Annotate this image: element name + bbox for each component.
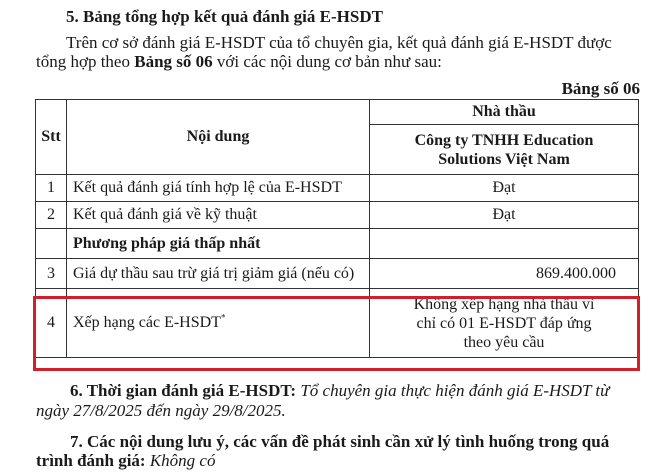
contractor-name: [370, 125, 639, 175]
table-section-row: [36, 229, 639, 259]
row-value: [370, 289, 639, 358]
paragraph-6-line-1: [70, 381, 609, 401]
row-stt: 2: [36, 202, 67, 229]
paragraph-6-heading: 6. Thời gian đánh giá E-HSDT:: [70, 381, 297, 400]
results-table: [35, 99, 639, 358]
row-value-line-3: theo yêu cầu: [463, 333, 545, 351]
contractor-name-line-1: Công ty TNHH Education: [414, 131, 594, 149]
row-content: Kết quả đánh giá về kỹ thuật: [67, 202, 370, 229]
row-stt: 3: [36, 259, 67, 289]
row-content: [67, 289, 370, 358]
row-content: Giá dự thầu sau trừ giá trị giảm giá (nếu có): [67, 259, 370, 289]
header-stt: Stt: [36, 100, 67, 175]
row-stt: 1: [36, 175, 67, 202]
table-row: [36, 175, 639, 202]
row-value: Đạt: [370, 175, 639, 202]
contractor-name-line-2: Solutions Việt Nam: [438, 150, 570, 168]
paragraph-6-text: Tổ chuyên gia thực hiện đánh giá E-HSDT từ: [296, 381, 610, 400]
row-stt-empty: [36, 229, 67, 259]
paragraph-7-line-2: [36, 451, 215, 471]
footnote-marker: *: [220, 312, 226, 323]
paragraph-7-text: Không có: [145, 451, 216, 470]
intro-text-post: với các nội dung cơ bản như sau:: [212, 52, 442, 71]
paragraph-6-line-2: ngày 27/8/2025 đến ngày 29/8/2025.: [36, 401, 286, 420]
table-reference: Bảng số 06: [134, 52, 213, 71]
row-value: 869.400.000: [370, 259, 639, 289]
table-row: [36, 289, 639, 358]
section-label: Phương pháp giá thấp nhất: [67, 229, 370, 259]
row-content: Kết quả đánh giá tính hợp lệ của E-HSDT: [67, 175, 370, 202]
row-value-empty: [370, 229, 639, 259]
intro-text-pre: tổng hợp theo: [36, 52, 135, 71]
table-caption: Bảng số 06: [561, 79, 640, 98]
row-value-line-1: Không xếp hạng nhà thầu vì: [413, 295, 595, 313]
row-content-text: Xếp hạng các E-HSDT: [73, 314, 221, 331]
intro-line-1: Trên cơ sở đánh giá E-HSDT của tổ chuyên gia, kết quả đánh giá E-HSDT được: [66, 33, 612, 52]
header-contractor: Nhà thầu: [370, 100, 639, 125]
paragraph-7-line-1: 7. Các nội dung lưu ý, các vấn đề phát sinh cần xử lý tình huống trong quá: [70, 432, 610, 451]
table-row: [36, 259, 639, 289]
table-header-row-1: [36, 100, 639, 125]
row-stt: 4: [36, 289, 67, 358]
section-heading-5: 5. Bảng tổng hợp kết quả đánh giá E-HSDT: [66, 7, 383, 26]
table-row: [36, 202, 639, 229]
row-value-line-2: chỉ có 01 E-HSDT đáp ứng: [416, 314, 592, 332]
intro-line-2: [36, 52, 442, 72]
row-value: Đạt: [370, 202, 639, 229]
header-content: Nội dung: [67, 100, 370, 175]
paragraph-7-heading: trình đánh giá:: [36, 451, 146, 470]
